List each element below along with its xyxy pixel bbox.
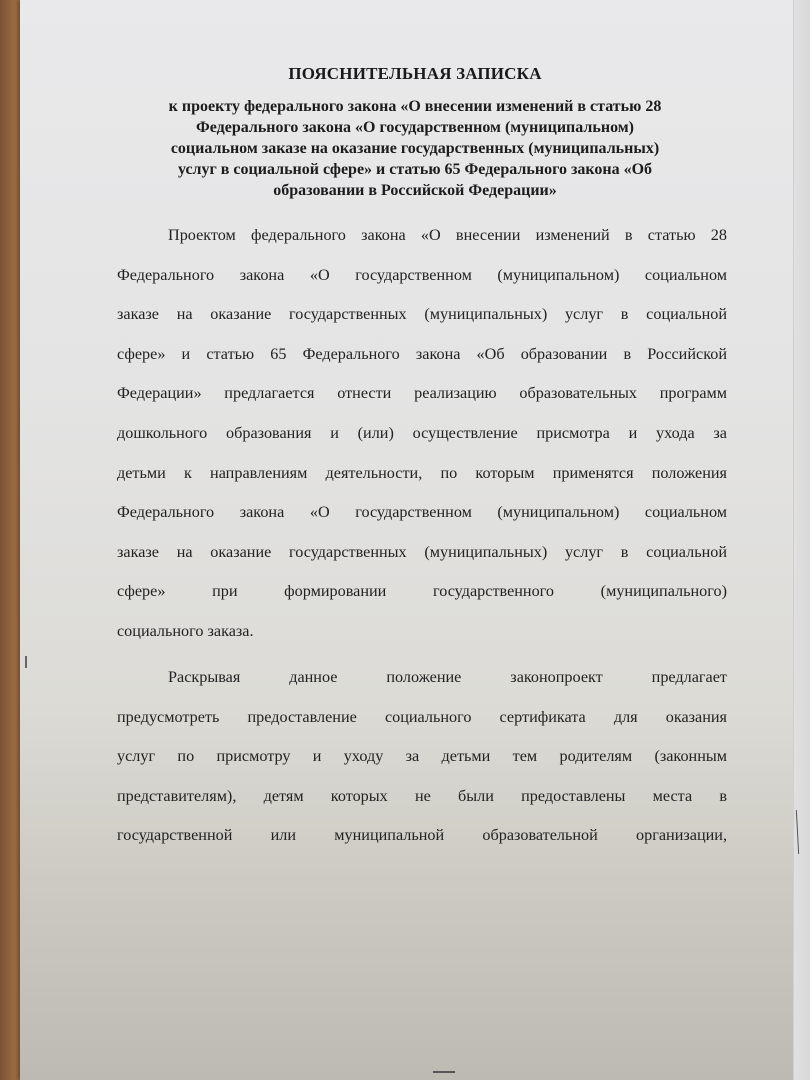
paragraph-line: Федерации» предлагается отнести реализацию образовательных программ [117, 384, 727, 403]
subtitle-line: социальном заказе на оказание государственных (муниципальных) [170, 140, 660, 157]
paragraph-line: заказе на оказание государственных (муниципальных) услуг в социальной [117, 542, 727, 561]
paragraph-1 [117, 216, 727, 652]
paragraph-line: Федерального закона «О государственном (муниципальном) социальном [117, 265, 727, 284]
paragraph-line: Федерального закона «О государственном (муниципальном) социальном [117, 503, 727, 522]
paragraph-line: дошкольного образования и (или) осуществление присмотра и ухода за [117, 423, 727, 442]
paragraph-line: сфере» при формировании государственного (муниципального) [117, 582, 727, 601]
paragraph-line: государственной или муниципальной образовательной организации, [117, 826, 727, 845]
document-page [20, 0, 810, 1080]
paragraph-2 [117, 658, 727, 856]
paragraph-line: представителям), детям которых не были предоставлены места в [117, 786, 727, 805]
paragraph-line: заказе на оказание государственных (муниципальных) услуг в социальной [117, 305, 727, 324]
paragraph-line: Проектом федерального закона «О внесении изменений в статью 28 [168, 226, 727, 244]
document-subtitle [150, 96, 680, 201]
underlying-page-edge [793, 0, 810, 1080]
pen-mark [25, 656, 27, 668]
subtitle-line: Федерального закона «О государственном (муниципальном) [195, 119, 634, 136]
pen-mark [433, 1071, 455, 1073]
paragraph-line: Раскрывая данное положение законопроект предлагает [168, 668, 727, 686]
paragraph-line: социального заказа. [117, 621, 254, 640]
document-title: ПОЯСНИТЕЛЬНАЯ ЗАПИСКА [288, 64, 542, 83]
paragraph-line: детьми к направлениям деятельности, по которым применятся положения [117, 463, 727, 482]
paragraph-line: сфере» и статью 65 Федерального закона «Об образовании в Российской [117, 344, 727, 363]
subtitle-line: к проекту федерального закона «О внесении изменений в статью 28 [168, 98, 662, 115]
subtitle-line: услуг в социальной сфере» и статью 65 Федерального закона «Об [177, 161, 653, 178]
paragraph-line: услуг по присмотру и уходу за детьми тем родителям (законным [117, 747, 727, 766]
subtitle-line: образовании в Российской Федерации» [273, 182, 557, 199]
paragraph-line: предусмотреть предоставление социального сертификата для оказания [117, 707, 727, 726]
